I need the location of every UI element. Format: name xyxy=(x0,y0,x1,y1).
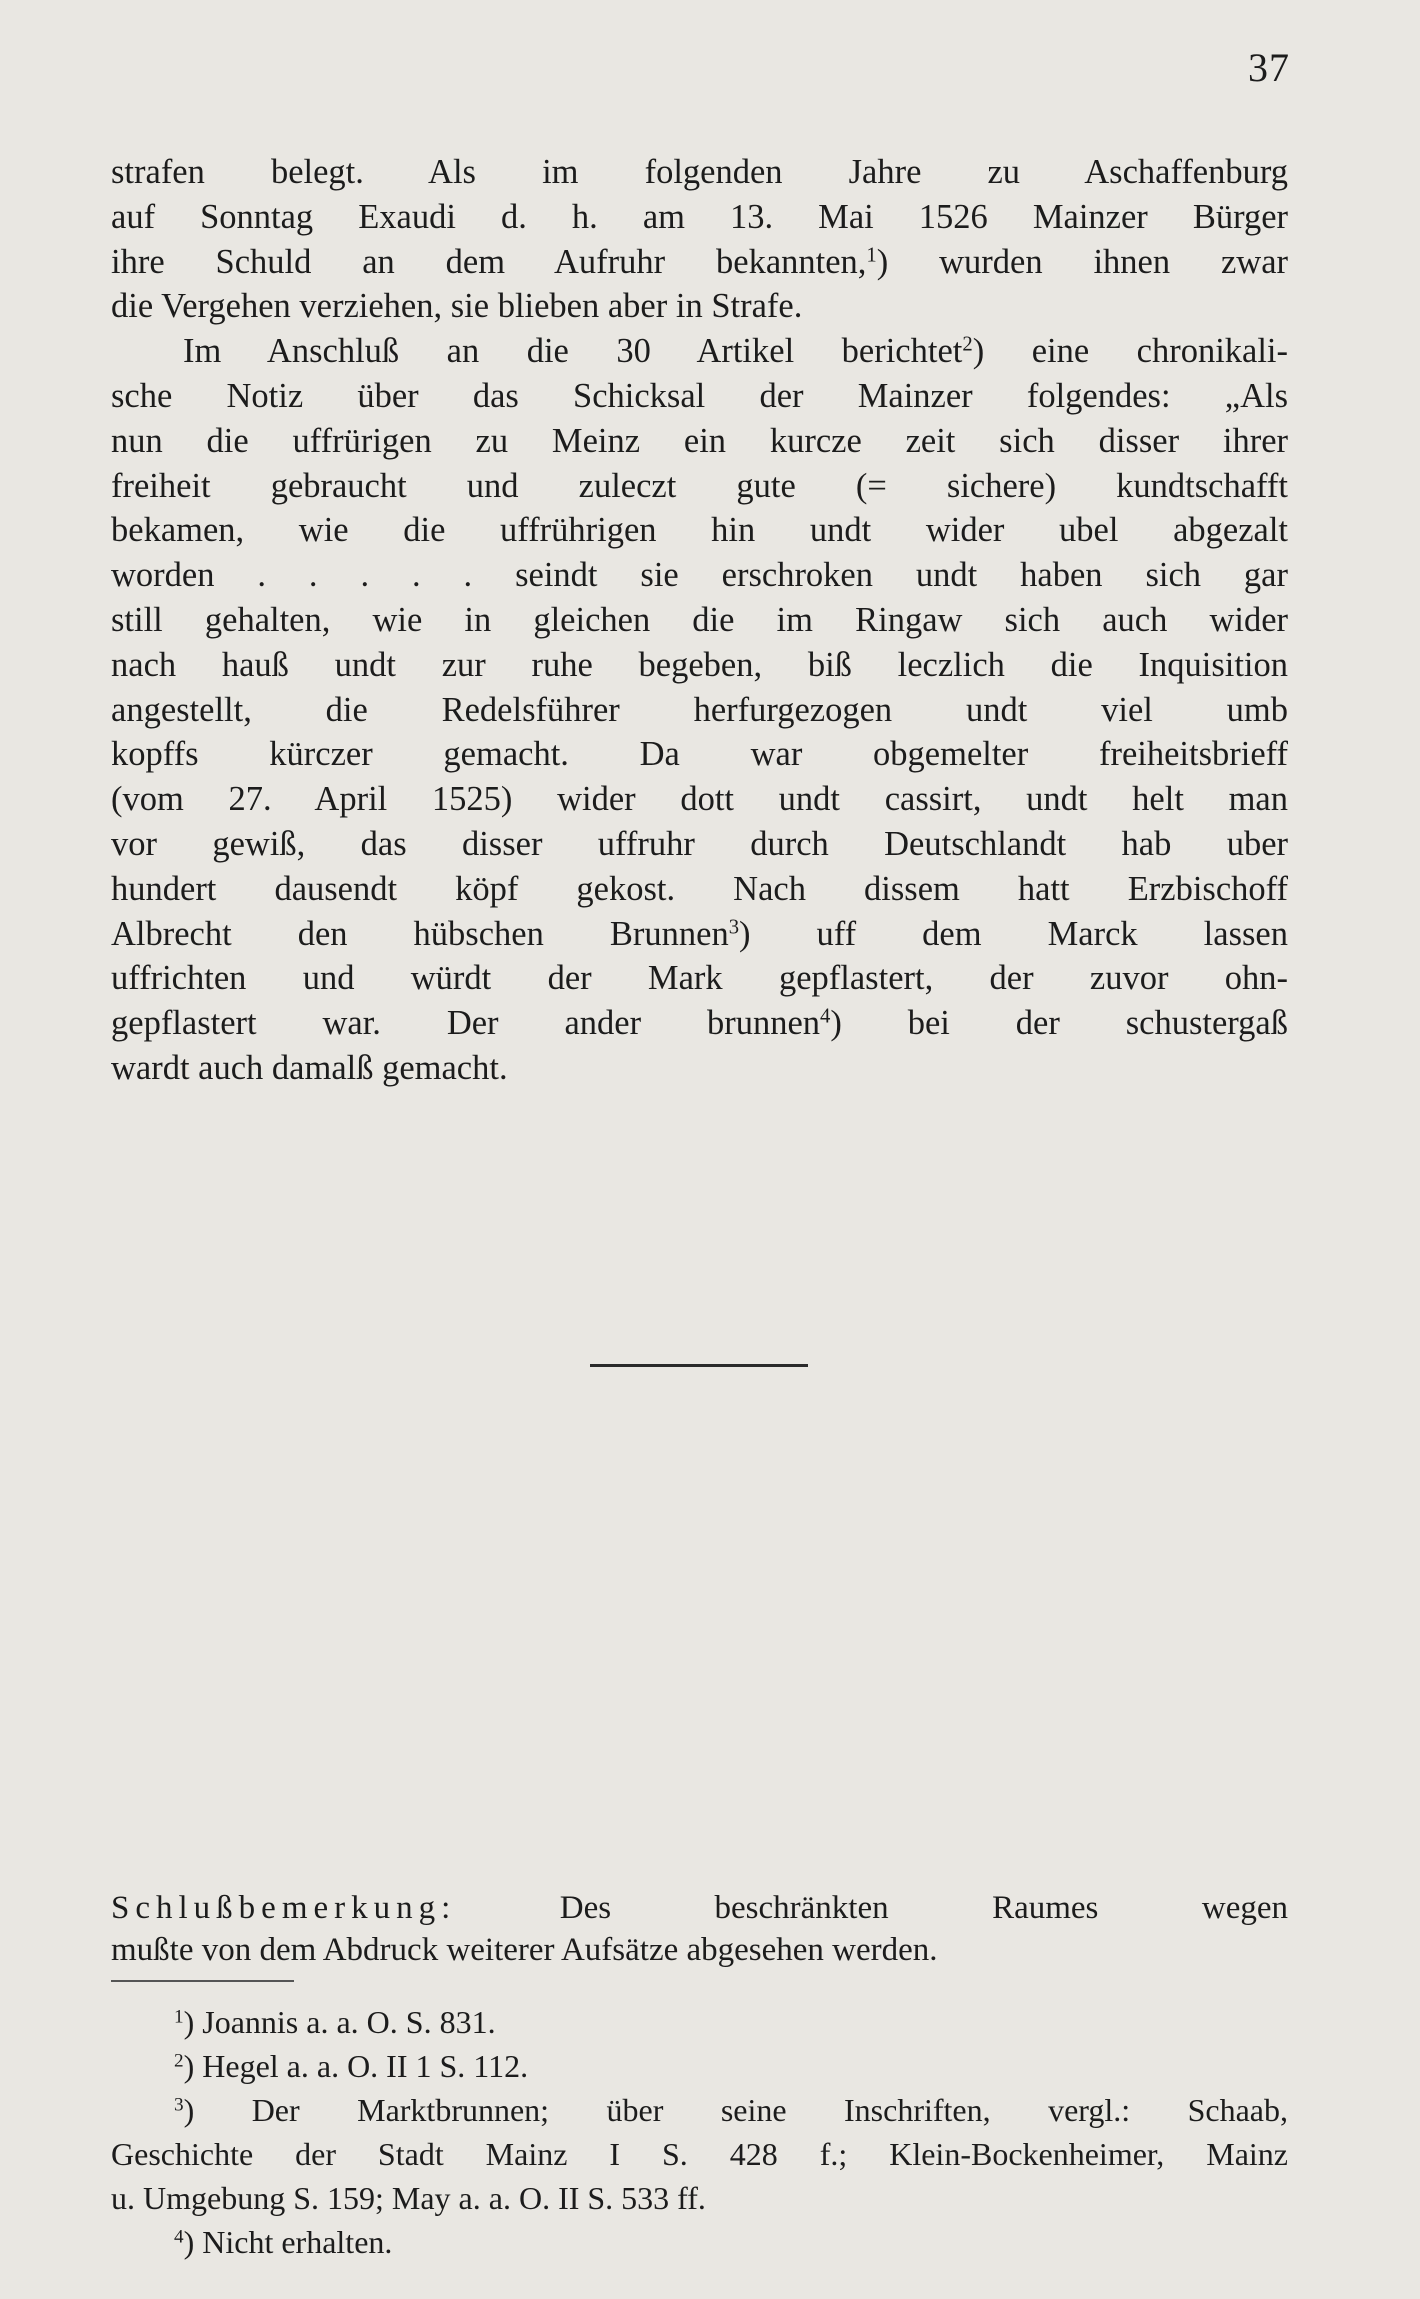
text-line: ihre Schuld an dem Aufruhr bekannten,$^1$) wurden ihnen zwar xyxy=(111,242,1288,281)
text-line: nun die uffrürigen zu Meinz ein kurcze zeit sich disser ihrer xyxy=(111,421,1288,460)
section-divider xyxy=(590,1364,808,1367)
text-line: still gehalten, wie in gleichen die im Ringaw sich auch wider xyxy=(111,600,1288,639)
footnote-divider xyxy=(111,1980,294,1982)
text-line: strafen belegt. Als im folgenden Jahre zu Aschaffenburg xyxy=(111,153,1288,191)
text-line: vor gewiß, das disser uffruhr durch Deutschlandt hab uber xyxy=(111,824,1288,863)
footnote-ref: 4 xyxy=(820,1005,831,1028)
footnotes xyxy=(111,2000,1288,2264)
footnote-4: $^4$) Nicht erhalten. xyxy=(174,2224,393,2260)
text-line: uffrichten und würdt der Mark gepflastert, der zuvor ohn- xyxy=(111,959,1288,998)
footnote-ref: 2 xyxy=(962,333,973,356)
text-line: worden . . . . . seindt sie erschroken undt haben sich gar xyxy=(111,556,1288,595)
text-line: kopffs kürczer gemacht. Da war obgemelter freiheitsbrieff xyxy=(111,735,1288,774)
text-line: hundert dausendt köpf gekost. Nach dissem hatt Erzbischoff xyxy=(111,869,1288,908)
remark-label: Schlußbemerkung: xyxy=(111,1890,457,1926)
text-line: freiheit gebraucht und zuleczt gute (= sichere) kundtschafft xyxy=(111,466,1288,505)
footnote-ref: 1 xyxy=(866,244,877,267)
text-line: gepflastert war. Der ander brunnen$^4$) bei der schustergaß xyxy=(111,1004,1288,1043)
text-line: sche Notiz über das Schicksal der Mainzer folgendes: „Als xyxy=(111,376,1288,415)
main-text xyxy=(111,150,1288,1091)
footnote-3-cont: Geschichte der Stadt Mainz I S. 428 f.; Klein-Bockenheimer, Mainz xyxy=(111,2136,1288,2172)
page-number: 37 xyxy=(1248,45,1290,90)
text-line: wardt auch damalß gemacht. xyxy=(111,1048,508,1087)
footnote-3-cont: u. Umgebung S. 159; May a. a. O. II S. 533 ff. xyxy=(111,2180,706,2216)
text-line: nach hauß undt zur ruhe begeben, biß leczlich die Inquisition xyxy=(111,645,1288,684)
text-line: Albrecht den hübschen Brunnen$^3$) uff dem Marck lassen xyxy=(111,914,1288,953)
text-line: (vom 27. April 1525) wider dott undt cassirt, undt helt man xyxy=(111,780,1288,819)
footnote-2: $^2$) Hegel a. a. O. II 1 S. 112. xyxy=(174,2048,529,2084)
footnote-3: $^3$) Der Marktbrunnen; über seine Inschriften, vergl.: Schaab, xyxy=(174,2092,1288,2128)
text-line: Im Anschluß an die 30 Artikel berichtet$^2$) eine chronikali- xyxy=(183,332,1289,371)
text-line: die Vergehen verziehen, sie blieben aber in Strafe. xyxy=(111,287,803,326)
closing-remark xyxy=(111,1887,1288,1971)
text-line: angestellt, die Redelsführer herfurgezogen undt viel umb xyxy=(111,690,1288,729)
text-line: bekamen, wie die uffrührigen hin undt wider ubel abgezalt xyxy=(111,511,1288,550)
remark-line: Schlußbemerkung: Des beschränkten Raumes wegen xyxy=(111,1890,1288,1926)
remark-line: mußte von dem Abdruck weiterer Aufsätze abgesehen werden. xyxy=(111,1932,938,1968)
footnote-ref: 3 xyxy=(728,916,740,939)
footnote-1: $^1$) Joannis a. a. O. S. 831. xyxy=(174,2004,496,2040)
text-line: auf Sonntag Exaudi d. h. am 13. Mai 1526 Mainzer Bürger xyxy=(111,197,1288,236)
